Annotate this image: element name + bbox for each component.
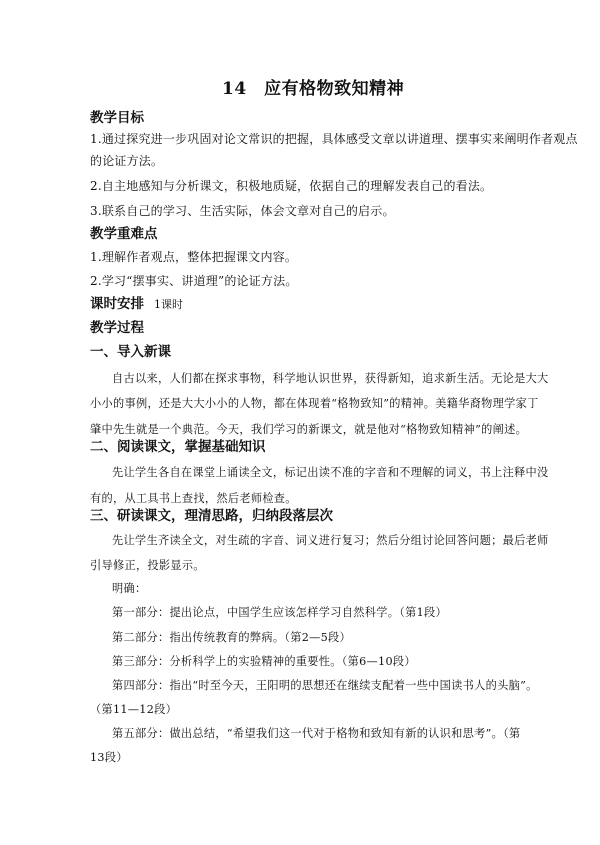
goal-line: 的论证方法。 <box>90 154 164 168</box>
section1-heading: 一、导入新课 <box>90 344 171 360</box>
paragraph-line: 第二部分：指出传统教育的弊病。（第2—5段） <box>112 631 351 644</box>
paragraph-line: 第一部分：提出论点，中国学生应该怎样学习自然科学。（第1段） <box>112 606 447 619</box>
schedule-row <box>90 298 183 312</box>
paragraph-line: 引导修正，投影显示。 <box>90 559 205 572</box>
paragraph-line: 明确： <box>112 582 147 595</box>
paragraph-line: 第五部分：做出总结，“希望我们这一代对于格物和致知有新的认识和思考”。（第 <box>112 727 521 740</box>
paragraph-line: 自古以来，人们都在探求事物，科学地认识世界，获得新知，追求新生活。无论是大大 <box>112 372 549 385</box>
schedule-label: 课时安排 <box>90 296 144 312</box>
key-point-line: 2.学习“摆事实、讲道理”的论证方法。 <box>90 274 298 288</box>
section3-heading: 三、研读课文，理清思路，归纳段落层次 <box>90 508 333 524</box>
process-heading: 教学过程 <box>90 320 144 336</box>
paragraph-line: 第四部分：指出“时至今天，王阳明的思想还在继续支配着一些中国读书人的头脑”。 <box>112 679 538 692</box>
paragraph-line: 小小的事例，还是大大小小的人物，都在体现着“格物致知”的精神。美籍华裔物理学家丁 <box>90 397 539 410</box>
paragraph-line: 13段） <box>90 751 128 764</box>
paragraph-line: 第三部分：分析科学上的实验精神的重要性。（第6—10段） <box>112 655 416 668</box>
goals-heading: 教学目标 <box>90 110 144 126</box>
section2-heading: 二、阅读课文，掌握基础知识 <box>90 439 266 455</box>
paragraph-line: 先让学生各自在课堂上诵读全文，标记出读不准的字音和不理解的词义，书上注释中没 <box>112 466 549 479</box>
schedule-value: 1课时 <box>154 298 183 311</box>
paragraph-line: 先让学生齐读全文，对生疏的字音、词义进行复习；然后分组讨论回答问题；最后老师 <box>112 534 549 547</box>
goal-line: 3.联系自己的学习、生活实际，体会文章对自己的启示。 <box>90 204 395 218</box>
goal-line: 2.自主地感知与分析课文，积极地质疑，依据自己的理解发表自己的看法。 <box>90 179 493 193</box>
key-points-heading: 教学重难点 <box>90 226 158 242</box>
page-title: 14 应有格物致知精神 <box>222 79 405 99</box>
key-point-line: 1.理解作者观点，整体把握课文内容。 <box>90 250 298 264</box>
paragraph-line: （第11—12段） <box>90 703 178 716</box>
paragraph-line: 有的，从工具书上查找，然后老师检查。 <box>90 492 297 505</box>
goal-line: 1.通过探究进一步巩固对论文常识的把握，具体感受文章以讲道理、摆事实来阐明作者观点 <box>90 132 578 146</box>
paragraph-line: 肇中先生就是一个典范。今天，我们学习的新课文，就是他对“格物致知精神”的阐述。 <box>90 423 528 436</box>
